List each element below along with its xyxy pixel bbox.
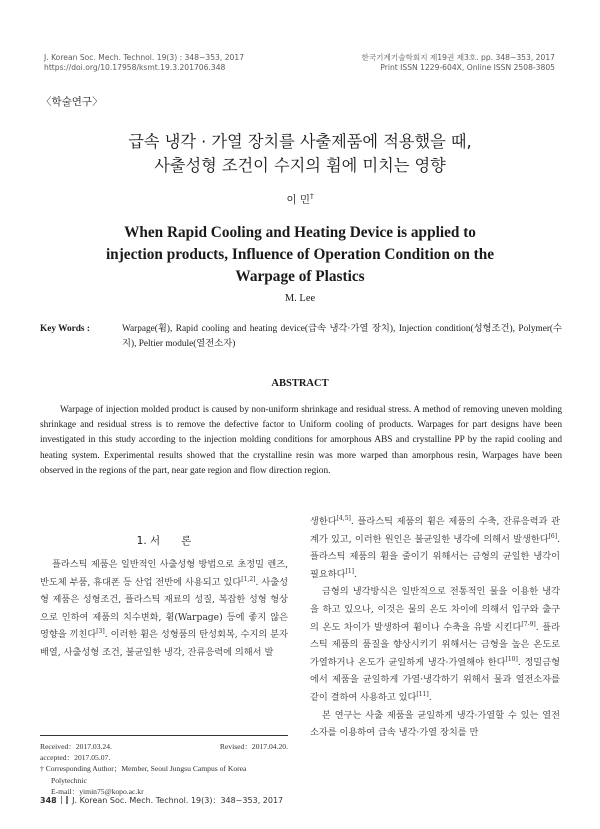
keywords-label: Key Words :	[40, 324, 90, 334]
citation[interactable]: [1]	[345, 567, 355, 575]
intro-paragraph-1: 플라스틱 제품은 일반적인 사출성형 방법으로 초정밀 렌즈, 반도체 부품, 휴대폰 등 산업 전반에 사용되고 있다[1,2]. 사출성형 제품은 성형조건, 플라스틱 재료의 성질, 복잡한 성형 형상으로 인하여 제품의 치수변화, 휨(Warpage) 등에 좋지 않은 영향을 끼친다[3]. 이러한 휨은 성형품의 탄성회복, 수지의 분자배열, 사출성형 조건, 불균일한 냉각, 잔류응력에 의해서 발	[40, 559, 289, 658]
section-heading-introduction: 1. 서 론	[136, 535, 192, 547]
intro-paragraph-2: 금형의 냉각방식은 일반적으로 전통적인 물을 이용한 냉각을 하고 있으나, 이것은 물의 온도 차이에 의해서 입구와 출구의 온도 차이가 발생하여 휨이나 수축을 유발 시킨다[7-9]. 플라스틱 제품의 품질을 향상시키기 위해서는 금형을 높은 온도로 가열하거나 온도가 균일하게 냉각·가열해야 한다[10]. 정밀금형에서 제품을 균일하게 가열·냉각하기 위해서 물과 열전소자를 같이 결하여 사용하고 있다[11].	[310, 586, 560, 703]
citation[interactable]: [10]	[505, 655, 518, 663]
doi-link[interactable]: https://doi.org/10.17958/ksmt.19.3.201706.348	[44, 63, 226, 72]
body-column-left	[40, 534, 288, 662]
footer-separator	[61, 796, 62, 804]
intro-paragraph-3: 본 연구는 사출 제품을 균일하게 냉각·가열할 수 있는 열전소자를 이용하여 급속 냉각·가열 장치를 만	[310, 709, 560, 739]
page-number: 348	[40, 796, 57, 805]
running-header-left	[44, 53, 244, 73]
keywords	[40, 322, 562, 351]
corresponding-author: † Corresponding Author；Member, Seoul Jungsu Campus of Korea	[40, 764, 247, 774]
citation[interactable]: [6]	[548, 532, 558, 540]
section-label: 〈학술연구〉	[41, 96, 103, 108]
received-date: Received：2017.03.24.	[40, 742, 112, 751]
abstract-body: Warpage of injection molded product is caused by non-uniform shrinkage and residual stress. A method of removing uneven molding shrinkage and residual stress is to remove the defective factor to Uniform cooling of products. Warpages for part designs have been investigated in this study according to the injection molding conditions for amorphous ABS and crystalline PP by the rapid cooling and heating system. Experimental results showed that the crystalline resin was more warped than amorphous resin, Warpages have been observed in the regions of the part, near gate region and flow direction region.	[40, 405, 562, 476]
footnote	[40, 741, 288, 797]
author-email[interactable]: E-mail：yimin75@kopo.ac.kr	[51, 786, 144, 796]
author-english: M. Lee	[284, 293, 316, 304]
accepted-date: accepted：2017.05.07.	[40, 753, 111, 763]
title-english-line-3: Warpage of Plastics	[235, 268, 365, 285]
footnote-dates	[40, 741, 288, 752]
citation[interactable]: [11]	[416, 690, 429, 698]
author-korean-name: 이 민	[286, 194, 311, 206]
footer-journal: J. Korean Soc. Mech. Technol. 19(3)：348~353, 2017	[72, 796, 284, 805]
title-korean	[0, 130, 600, 178]
footnote-divider	[40, 735, 288, 736]
citation[interactable]: [4,5]	[336, 514, 351, 522]
author-korean	[0, 192, 600, 207]
title-english-line-1: When Rapid Cooling and Heating Device is applied to	[124, 224, 476, 241]
title-english-line-2: injection products, Influence of Operation Condition on the	[105, 246, 495, 263]
intro-paragraph-1-continued: 생한다[4,5]. 플라스틱 제품의 휨은 제품의 수축, 잔류응력과 관계가 있고, 이러한 원인은 불균일한 냉각에 의해서 발생한다[6]. 플라스틱 제품의 휨을 줄이기 위해서는 금형의 균일한 냉각이 필요하다[1].	[310, 514, 560, 580]
title-korean-line-1: 급속 냉각 · 가열 장치를 사출제품에 적용했을 때,	[128, 132, 472, 151]
journal-citation-korean: 한국기계기술학회지 제19권 제3호. pp. 348~353, 2017	[361, 53, 555, 62]
running-header-right	[362, 53, 555, 73]
revised-date: Revised：2017.04.20.	[219, 742, 288, 751]
issn: Print ISSN 1229-604X, Online ISSN 2508-3805	[380, 63, 555, 72]
footer-separator	[66, 796, 67, 804]
citation[interactable]: [7-9]	[521, 620, 536, 628]
journal-citation: J. Korean Soc. Mech. Technol. 19(3) : 348~353, 2017	[44, 53, 245, 62]
title-korean-line-2: 사출성형 조건이 수지의 휨에 미치는 영향	[154, 156, 446, 175]
corresponding-affiliation: Polytechnic	[51, 775, 87, 785]
keywords-text: Warpage(휨), Rapid cooling and heating device(급속 냉각·가열 장치), Injection condition(성형조건), Polymer(수지), Peltier module(열전소자)	[122, 324, 562, 349]
abstract-heading: ABSTRACT	[271, 378, 329, 389]
title-english	[0, 222, 600, 288]
page-footer	[40, 795, 283, 806]
citation[interactable]: [1,2]	[241, 575, 256, 583]
corresponding-mark: †	[310, 192, 314, 201]
citation[interactable]: [3]	[96, 628, 105, 636]
body-column-right	[310, 513, 560, 742]
